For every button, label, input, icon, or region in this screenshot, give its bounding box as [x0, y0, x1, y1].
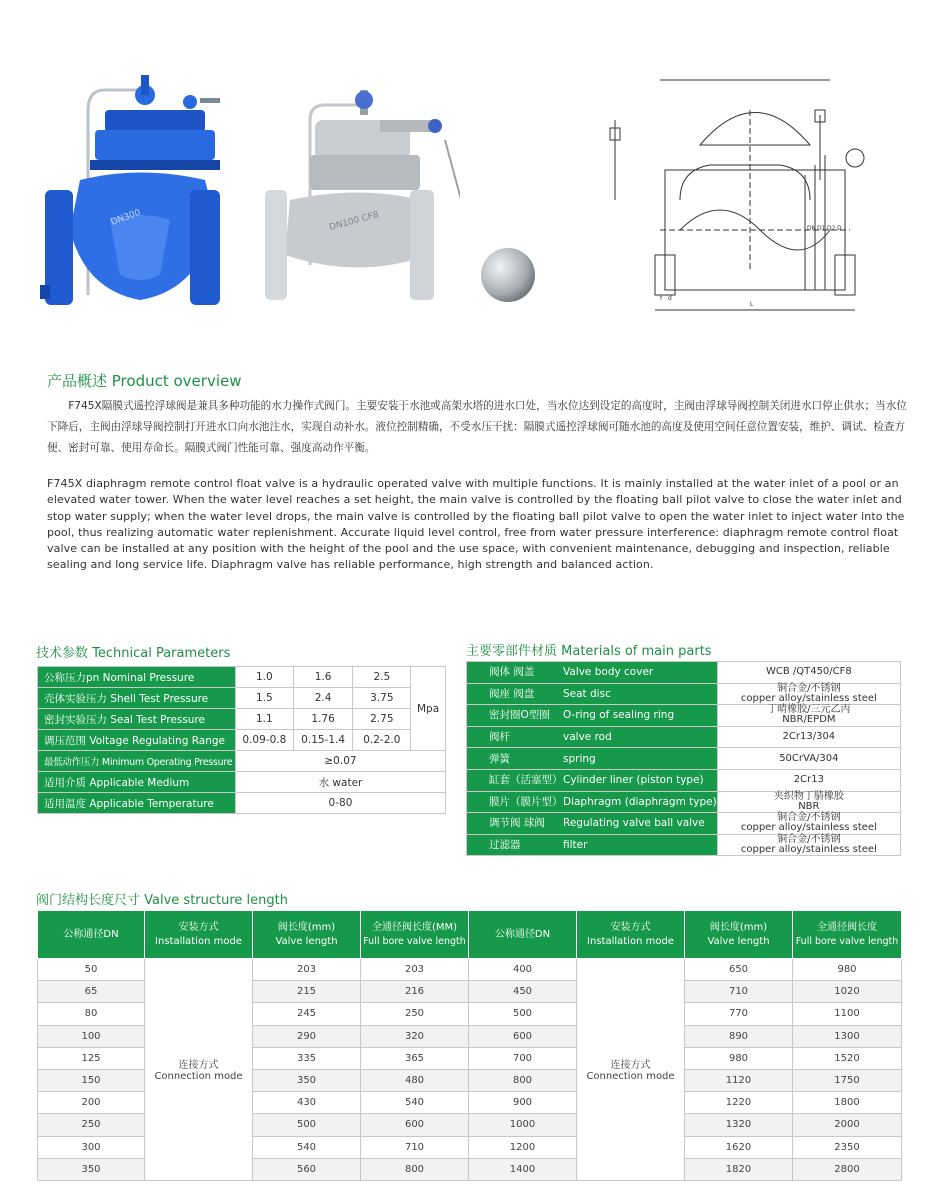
full-bore-length-cell: 980 — [793, 959, 902, 981]
col-header-install: 安装方式 Installation mode — [577, 911, 685, 959]
full-bore-length-cell: 216 — [361, 981, 469, 1003]
connection-mode-cell: 连接方式 Connection mode — [577, 959, 685, 1181]
tech-params-table — [37, 666, 446, 814]
dn-cell: 350 — [38, 1158, 145, 1180]
col-header-dn: 公称通径DN — [38, 911, 145, 959]
steel-valve-photo — [260, 80, 460, 325]
col-header-install: 安装方式 Installation mode — [145, 911, 253, 959]
param-value: 水 water — [235, 772, 445, 793]
materials-title: 主要零部件材质 Materials of main parts — [466, 644, 712, 659]
table-row — [38, 751, 446, 772]
full-bore-length-cell: 2350 — [793, 1136, 902, 1158]
valve-length-cell: 710 — [685, 981, 793, 1003]
full-bore-length-cell: 365 — [361, 1047, 469, 1069]
param-value: 1.76 — [293, 709, 353, 730]
material-value: 铜合金/不锈钢 copper alloy/stainless steel — [717, 813, 900, 835]
overview-cn-text: F745X隔膜式遥控浮球阀是兼具多种功能的水力操作式阀门。主要安装于水池或高架水塔的进水口处，当水位达到设定的高度时，主阀由浮球导阀控制关闭进水口停止供水；当水位下降后，主阀由浮球导阀控制打开进水口向水池注水，实现自动补水。液位控制精确，不受水压干扰：隔膜式遥控浮球阀可随水池的高度及使用空间任意位置安装，维护、调试、检查方便、密封可靠、使用寿命长。隔膜式阀门性能可靠、强度高动作平衡。 — [47, 400, 907, 454]
full-bore-length-cell: 480 — [361, 1069, 469, 1091]
structure-title: 阀门结构长度尺寸 Valve structure length — [36, 893, 288, 908]
material-value: 铜合金/不锈钢 copper alloy/stainless steel — [717, 834, 900, 856]
valve-length-cell: 540 — [253, 1136, 361, 1158]
dn-cell: 125 — [38, 1047, 145, 1069]
full-bore-length-cell: 1020 — [793, 981, 902, 1003]
material-part-label: 调节阀 球阀 Regulating valve ball valve — [467, 813, 718, 835]
tech-params-title: 技术参数 Technical Parameters — [36, 646, 231, 661]
material-part-label: 阀杆 valve rod — [467, 726, 718, 748]
table-row — [467, 813, 901, 835]
dn-cell: 450 — [469, 981, 577, 1003]
dn-cell: 400 — [469, 959, 577, 981]
material-part-label: 缸套（活塞型）Cylinder liner (piston type) — [467, 769, 718, 791]
valve-length-cell: 430 — [253, 1092, 361, 1114]
table-row — [38, 730, 446, 751]
valve-length-cell: 500 — [253, 1114, 361, 1136]
material-part-label: 密封圈O型圈 O-ring of sealing ring — [467, 705, 718, 727]
dn-stamp-label: DN300 — [109, 207, 143, 228]
blue-valve-photo — [40, 70, 230, 315]
full-bore-length-cell: 710 — [361, 1136, 469, 1158]
overview-en-text: F745X diaphragm remote control float valve is a hydraulic operated valve with multiple functions. It is mainly installed at the water inlet of a pool or an elevated water tower. When the water level reaches a set height, the main valve is controlled by the floating ball pilot valve to close the water inlet and stop water supply; when the water level drops, the main valve is controlled by the floating ball pilot valve to open the water inlet to inject water into the pool, thus realizing automatic water replenishment. Accurate liquid level control, free from water pressure interference: diaphragm remote control float valve can be installed at any position with the height of the pool and the use space, with convenient maintenance, debugging and inspection, reliable sealing and long service life. Diaphragm valve has reliable performance, high strength and balanced action. — [47, 477, 905, 572]
connection-mode-cell: 连接方式 Connection mode — [145, 959, 253, 1181]
dn-cell: 50 — [38, 959, 145, 981]
dn-cell: 700 — [469, 1047, 577, 1069]
full-bore-length-cell: 1300 — [793, 1025, 902, 1047]
material-value: 50CrVA/304 — [717, 748, 900, 770]
param-value: 1.5 — [235, 688, 293, 709]
param-value: 0.2-2.0 — [353, 730, 411, 751]
full-bore-length-cell: 2000 — [793, 1114, 902, 1136]
full-bore-length-cell: 1520 — [793, 1047, 902, 1069]
valve-length-cell: 650 — [685, 959, 793, 981]
valve-length-cell: 980 — [685, 1047, 793, 1069]
full-bore-length-cell: 203 — [361, 959, 469, 981]
full-bore-length-cell: 600 — [361, 1114, 469, 1136]
material-part-label: 阀座 阀盘 Seat disc — [467, 683, 718, 705]
param-label: 壳体实验压力 Shell Test Pressure — [38, 688, 236, 709]
material-value: 2Cr13/304 — [717, 726, 900, 748]
valve-section-drawing — [600, 70, 875, 315]
dn-cell: 250 — [38, 1114, 145, 1136]
dn-cell: 1000 — [469, 1114, 577, 1136]
param-value: 3.75 — [353, 688, 411, 709]
valve-length-cell: 890 — [685, 1025, 793, 1047]
dn-cell: 1200 — [469, 1136, 577, 1158]
table-row — [38, 793, 446, 814]
dim-l-label: L — [750, 301, 754, 308]
param-value: 2.5 — [353, 667, 411, 688]
table-row — [38, 959, 902, 981]
material-value: WCB /QT450/CF8 — [717, 662, 900, 684]
material-value: 铜合金/不锈钢 copper alloy/stainless steel — [717, 683, 900, 705]
table-header-row — [38, 911, 902, 959]
valve-length-cell: 203 — [253, 959, 361, 981]
table-row — [38, 688, 446, 709]
table-row — [467, 748, 901, 770]
steel-valve-stamp-label: DN100 CF8 — [328, 210, 380, 233]
col-header-full-bore: 全通径阀长度(MM) Full bore valve length — [361, 911, 469, 959]
table-row — [467, 791, 901, 813]
valve-length-cell: 1220 — [685, 1092, 793, 1114]
material-part-label: 膜片（膜片型）Diaphragm (diaphragm type) — [467, 791, 718, 813]
full-bore-length-cell: 1100 — [793, 1003, 902, 1025]
param-value: 2.4 — [293, 688, 353, 709]
full-bore-length-cell: 800 — [361, 1158, 469, 1180]
dn-cell: 900 — [469, 1092, 577, 1114]
dn-cell: 80 — [38, 1003, 145, 1025]
material-part-label: 阀体 阀盖 Valve body cover — [467, 662, 718, 684]
table-row — [467, 662, 901, 684]
table-row — [467, 683, 901, 705]
dim-d1-label: D1 — [817, 225, 826, 232]
full-bore-length-cell: 320 — [361, 1025, 469, 1047]
dim-d2-label: D2 — [827, 225, 836, 232]
dn-cell: 150 — [38, 1069, 145, 1091]
param-value: 1.6 — [293, 667, 353, 688]
full-bore-length-cell: 250 — [361, 1003, 469, 1025]
valve-length-cell: 1820 — [685, 1158, 793, 1180]
param-label: 最低动作压力 Minimum Operating Pressure — [38, 751, 236, 772]
table-row — [467, 726, 901, 748]
valve-length-cell: 1120 — [685, 1069, 793, 1091]
material-value: 丁晴橡胶/三元乙丙 NBR/EPDM — [717, 705, 900, 727]
full-bore-length-cell: 2800 — [793, 1158, 902, 1180]
full-bore-length-cell: 1800 — [793, 1092, 902, 1114]
dn-cell: 1400 — [469, 1158, 577, 1180]
col-header-length: 阀长度(mm) Valve length — [253, 911, 361, 959]
param-label: 适用介质 Applicable Medium — [38, 772, 236, 793]
param-value: 1.0 — [235, 667, 293, 688]
dim-small-d-label: d — [668, 295, 672, 302]
full-bore-length-cell: 1750 — [793, 1069, 902, 1091]
param-value: 0.09-0.8 — [235, 730, 293, 751]
dn-cell: 65 — [38, 981, 145, 1003]
col-header-length: 阀长度(mm) Valve length — [685, 911, 793, 959]
valve-length-cell: 1320 — [685, 1114, 793, 1136]
table-row — [38, 709, 446, 730]
dn-cell: 300 — [38, 1136, 145, 1158]
dn-cell: 200 — [38, 1092, 145, 1114]
dim-f-label: f — [660, 295, 663, 302]
col-header-dn: 公称通径DN — [469, 911, 577, 959]
table-row — [467, 769, 901, 791]
overview-title: 产品概述 Product overview — [47, 372, 242, 390]
structure-table — [37, 910, 902, 1181]
dim-dn-label: DN — [807, 225, 817, 232]
param-label: 适用温度 Applicable Temperature — [38, 793, 236, 814]
param-value: 0.15-1.4 — [293, 730, 353, 751]
table-row — [467, 705, 901, 727]
valve-length-cell: 560 — [253, 1158, 361, 1180]
param-value: 2.75 — [353, 709, 411, 730]
dn-cell: 600 — [469, 1025, 577, 1047]
table-row — [38, 667, 446, 688]
param-value: ≥0.07 — [235, 751, 445, 772]
float-ball-photo — [478, 235, 538, 305]
unit-cell: Mpa — [411, 667, 446, 751]
param-value: 1.1 — [235, 709, 293, 730]
param-label: 调压范围 Voltage Regulating Range — [38, 730, 236, 751]
dn-cell: 100 — [38, 1025, 145, 1047]
valve-length-cell: 770 — [685, 1003, 793, 1025]
col-header-full-bore: 全通径阀长度 Full bore valve length — [793, 911, 902, 959]
table-row — [38, 772, 446, 793]
valve-length-cell: 350 — [253, 1069, 361, 1091]
material-part-label: 过滤器 filter — [467, 834, 718, 856]
param-value: 0-80 — [235, 793, 445, 814]
dn-cell: 500 — [469, 1003, 577, 1025]
param-label: 公称压力pn Nominal Pressure — [38, 667, 236, 688]
table-row — [467, 834, 901, 856]
valve-length-cell: 245 — [253, 1003, 361, 1025]
material-value: 2Cr13 — [717, 769, 900, 791]
param-label: 密封实验压力 Seal Test Pressure — [38, 709, 236, 730]
dim-d-label: D — [837, 225, 842, 232]
dn-cell: 800 — [469, 1069, 577, 1091]
valve-length-cell: 215 — [253, 981, 361, 1003]
material-part-label: 弹簧 spring — [467, 748, 718, 770]
valve-length-cell: 1620 — [685, 1136, 793, 1158]
valve-length-cell: 290 — [253, 1025, 361, 1047]
material-value: 夹织物丁腈橡胶 NBR — [717, 791, 900, 813]
full-bore-length-cell: 540 — [361, 1092, 469, 1114]
valve-length-cell: 335 — [253, 1047, 361, 1069]
materials-table — [466, 661, 901, 856]
